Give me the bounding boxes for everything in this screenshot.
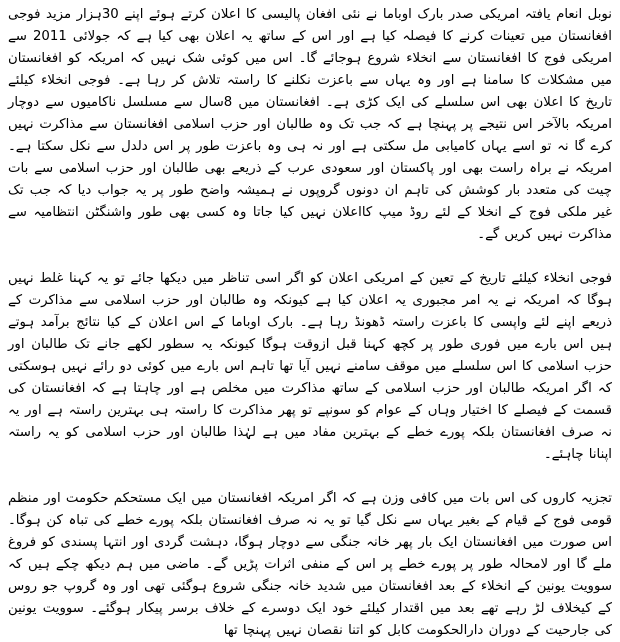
paragraph-3: تجزیہ کاروں کی اس بات میں کافی وزن ہے کہ اگر امریکہ افغانستان میں ایک مستحکم حکومت اور منظم قومی فوج کے قیام کے بغیر یہاں سے نکل گیا تو یہ نہ صرف افغانستان بلکہ پورے خطے کی تباہ کن ہوگا۔ اس صورت میں افغانستان ایک بار پھر خانہ جنگی سے دوچار ہوگا، دہشت گردی اور انتہا پسندی کو فروغ ملے گا اور لامحالہ طور پر پورے خطے پر اس کے منفی اثرات پڑیں گے۔ ماضی میں ہم دیکھ چکے ہیں کہ سوویت یونین کے انخلاء کے بعد افغانستان میں شدید خانہ جنگی شروع ہوگئی تھی اور وہ گروپ جو روس کے کیخلاف لڑ رہے تھے بعد میں اقتدار کیلئے خود ایک دوسرے کے خلاف برسر پیکار ہوگئے۔ سوویت یونین کی جارحیت کے دوران دارالحکومت کابل کو اتنا نقصان نہیں پہنچا تھا — [8, 491, 612, 638]
paragraph-1: نوبل انعام یافتہ امریکی صدر بارک اوباما نے نئی افغان پالیسی کا اعلان کرتے ہوئے اپنے 30ہزار مزید فوجی افغانستان میں تعینات کرنے کا فیصلہ کیا ہے اور اس کے ساتھ یہ اعلان بھی کیا ہے کہ جولائی 2011 سے امریکی فوج کا افغانستان سے انخلاء شروع ہوجائے گا۔ اس میں کوئی شک نہیں کہ امریکہ کو افغانستان میں مشکلات کا سامنا ہے اور وہ یہاں سے باعزت نکلنے کا راستہ تلاش کر رہا ہے۔ فوجی انخلاء کیلئے تاریخ کا اعلان بھی اس سلسلے کی ایک کڑی ہے۔ افغانستان میں 8سال سے مسلسل ناکامیوں سے دوچار امریکہ بالآخر اس نتیجے پر پہنچا ہے کہ جب تک وہ طالبان اور حزب اسلامی افغانستان سے مذاکرت نہیں کرے گا نہ تو اسے یہاں کامیابی مل سکتی ہے اور نہ ہی وہ باعزت طور پر اس دلدل سے نکل سکتا ہے۔ امریکہ نے براہ راست بھی اور پاکستان اور سعودی عرب کے ذریعے بھی طالبان اور حزب اسلامی سے بات چیت کی متعدد بار کوشش کی تاہم ان دونوں گروپوں نے ہمیشہ واضح طور پر یہ جواب دیا کہ جب تک غیر ملکی فوج کے انخلا کے لئے روڈ میپ کااعلان نہیں کیا جاتا وہ کسی بھی طور واشنگٹن انتظامیہ سے مذاکرت نہیں کریں گے۔ — [8, 7, 612, 242]
paragraph-2: فوجی انخلاء کیلئے تاریخ کے تعین کے امریکی اعلان کو اگر اسی تناظر میں دیکھا جائے تو یہ کہنا غلط نہیں ہوگا کہ امریکہ نے یہ امر مجبوری یہ اعلان کیا ہے کیونکہ وہ طالبان اور حزب اسلامی سے مذاکرت کے ذریعے اپنے لئے واپسی کا باعزت راستہ ڈھونڈ رہا ہے۔ بارک اوباما کے اس اعلان کے کیا نتائج برآمد ہوتے ہیں اس بارے میں فوری طور پر کچھ کہنا قبل ازوقت ہوگا کیونکہ یہ سطور لکھے جانے تک طالبان اور حزب اسلامی کا اس سلسلے میں موقف سامنے نہیں آیا تھا تاہم اس بارے میں کوئی دو رائے نہیں ہوسکتی کہ اگر امریکہ طالبان اور حزب اسلامی کے ساتھ مذاکرت میں مخلص ہے اور چاہتا ہے کہ افغانستان کی قسمت کے فیصلے کا اختیار وہاں کے عوام کو سونپے تو پھر مذاکرت کا راستہ ہی بہترین راستہ ہے اور یہ نہ صرف افغانستان بلکہ پورے خطے کے بہترین مفاد میں ہے لہٰذا طالبان اور حزب اسلامی کو یہ راستہ اپنانا چاہئے۔ — [8, 271, 612, 462]
